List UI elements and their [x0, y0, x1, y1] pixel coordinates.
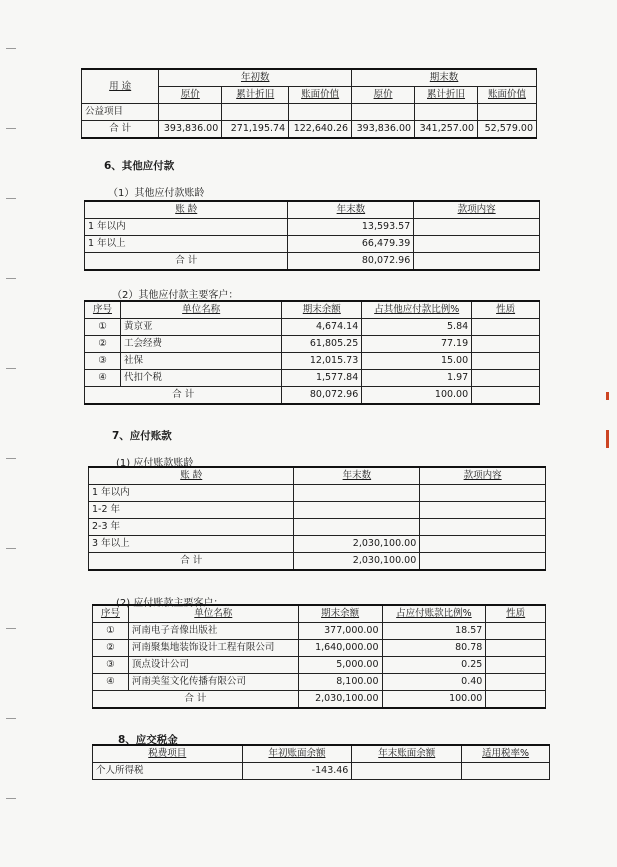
header-cell: 性质 [472, 301, 540, 319]
accounts-payable-clients-table [92, 604, 546, 709]
seq-cell: ③ [93, 657, 129, 674]
amount-cell: 13,593.57 [288, 219, 414, 236]
age-cell: 1 年以内 [89, 485, 294, 502]
amount-cell: 80,072.96 [288, 253, 414, 271]
percent-cell: 0.25 [382, 657, 486, 674]
age-cell: 合 计 [89, 553, 294, 571]
name-cell: 社保 [120, 353, 281, 370]
table-row [93, 674, 546, 691]
header-cell: 年末账面余额 [352, 745, 462, 763]
tax-item-cell: 个人所得税 [93, 763, 243, 780]
seq-cell: ① [85, 319, 121, 336]
rate-cell [462, 763, 550, 780]
nature-cell [472, 353, 540, 370]
header-cell: 序号 [85, 301, 121, 319]
cell [415, 104, 478, 121]
name-cell: 代扣个税 [120, 370, 281, 387]
cell [222, 104, 289, 121]
fixed-assets-table [81, 68, 537, 139]
table-row [85, 319, 540, 336]
header-cell: 单位名称 [120, 301, 281, 319]
taxes-payable-table [92, 744, 550, 780]
cell: 341,257.00 [415, 121, 478, 139]
red-stamp-mark [606, 430, 609, 448]
table-row [93, 623, 546, 640]
total-balance: 80,072.96 [282, 387, 362, 405]
header-col: 账面价值 [289, 87, 352, 104]
header-cell: 款项内容 [420, 467, 546, 485]
header-col: 原价 [159, 87, 222, 104]
header-cell: 账 龄 [89, 467, 294, 485]
header-cell: 年初账面余额 [242, 745, 352, 763]
content-cell [414, 253, 540, 271]
header-cell: 适用税率% [462, 745, 550, 763]
content-cell [414, 219, 540, 236]
table-row [85, 336, 540, 353]
table-row [89, 485, 546, 502]
percent-cell: 15.00 [362, 353, 472, 370]
seq-cell: ① [93, 623, 129, 640]
name-cell: 河南美玺文化传播有限公司 [128, 674, 298, 691]
content-cell [420, 502, 546, 519]
table-row [82, 104, 537, 121]
subsection-title: （2）其他应付款主要客户： [112, 290, 239, 301]
subsection-title: (2) 应付账款主要客户： [116, 598, 224, 609]
header-col: 累计折旧 [222, 87, 289, 104]
nature-cell [486, 623, 546, 640]
name-cell: 河南聚集地装饰设计工程有限公司 [128, 640, 298, 657]
seq-cell: ② [85, 336, 121, 353]
total-label: 合 计 [93, 691, 299, 709]
header-end: 期末数 [352, 69, 537, 87]
percent-cell: 0.40 [382, 674, 486, 691]
nature-cell [472, 370, 540, 387]
total-row [85, 387, 540, 405]
balance-cell: 12,015.73 [282, 353, 362, 370]
table-row [85, 353, 540, 370]
balance-cell: 61,805.25 [282, 336, 362, 353]
total-percent: 100.00 [362, 387, 472, 405]
name-cell: 河南电子音像出版社 [128, 623, 298, 640]
total-label: 合 计 [85, 387, 282, 405]
margin-tick [6, 458, 16, 459]
seq-cell: ④ [85, 370, 121, 387]
table-row [85, 370, 540, 387]
header-col: 账面价值 [478, 87, 537, 104]
seq-cell: ② [93, 640, 129, 657]
table-row [93, 763, 550, 780]
age-cell: 1-2 年 [89, 502, 294, 519]
cell [478, 104, 537, 121]
nature-cell [472, 336, 540, 353]
age-cell: 3 年以上 [89, 536, 294, 553]
begin-balance-cell: -143.46 [242, 763, 352, 780]
margin-tick [6, 128, 16, 129]
margin-tick [6, 628, 16, 629]
amount-cell: 2,030,100.00 [294, 553, 420, 571]
amount-cell [294, 502, 420, 519]
table-row [89, 519, 546, 536]
header-cell: 单位名称 [128, 605, 298, 623]
table-row [93, 657, 546, 674]
margin-tick [6, 48, 16, 49]
percent-cell: 77.19 [362, 336, 472, 353]
nature-cell [486, 691, 546, 709]
other-payables-aging-table [84, 200, 540, 271]
percent-cell: 5.84 [362, 319, 472, 336]
table-row [85, 219, 540, 236]
cell: 393,836.00 [159, 121, 222, 139]
content-cell [420, 536, 546, 553]
cell [159, 104, 222, 121]
content-cell [420, 519, 546, 536]
age-cell: 合 计 [85, 253, 288, 271]
cell: 271,195.74 [222, 121, 289, 139]
balance-cell: 1,640,000.00 [298, 640, 382, 657]
nature-cell [486, 674, 546, 691]
other-payables-clients-table [84, 300, 540, 405]
row-label: 合 计 [82, 121, 159, 139]
percent-cell: 18.57 [382, 623, 486, 640]
total-balance: 2,030,100.00 [298, 691, 382, 709]
balance-cell: 1,577.84 [282, 370, 362, 387]
nature-cell [486, 657, 546, 674]
header-cell: 年末数 [288, 201, 414, 219]
name-cell: 黄京亚 [120, 319, 281, 336]
end-balance-cell [352, 763, 462, 780]
total-percent: 100.00 [382, 691, 486, 709]
amount-cell: 2,030,100.00 [294, 536, 420, 553]
header-cell: 序号 [93, 605, 129, 623]
table-row [82, 121, 537, 139]
name-cell: 顶点设计公司 [128, 657, 298, 674]
nature-cell [486, 640, 546, 657]
subsection-title: （1）其他应付款账龄 [108, 188, 205, 199]
content-cell [420, 553, 546, 571]
amount-cell: 66,479.39 [288, 236, 414, 253]
cell: 122,640.26 [289, 121, 352, 139]
header-cell: 占应付账款比例% [382, 605, 486, 623]
header-cell: 期末余额 [282, 301, 362, 319]
balance-cell: 8,100.00 [298, 674, 382, 691]
age-cell: 1 年以内 [85, 219, 288, 236]
section-heading: 8、应交税金 [118, 734, 178, 746]
balance-cell: 4,674.14 [282, 319, 362, 336]
seq-cell: ③ [85, 353, 121, 370]
total-row [93, 691, 546, 709]
cell [289, 104, 352, 121]
header-cell: 占其他应付款比例% [362, 301, 472, 319]
header-cell: 款项内容 [414, 201, 540, 219]
age-cell: 2-3 年 [89, 519, 294, 536]
margin-tick [6, 198, 16, 199]
accounts-payable-aging-table [88, 466, 546, 571]
margin-tick [6, 548, 16, 549]
header-cell: 税费项目 [93, 745, 243, 763]
seq-cell: ④ [93, 674, 129, 691]
percent-cell: 1.97 [362, 370, 472, 387]
content-cell [420, 485, 546, 502]
header-cell: 账 龄 [85, 201, 288, 219]
header-cell: 期末余额 [298, 605, 382, 623]
table-row [85, 253, 540, 271]
percent-cell: 80.78 [382, 640, 486, 657]
table-row [89, 502, 546, 519]
amount-cell [294, 519, 420, 536]
row-label: 公益项目 [82, 104, 159, 121]
margin-tick [6, 798, 16, 799]
nature-cell [472, 319, 540, 336]
balance-cell: 5,000.00 [298, 657, 382, 674]
margin-tick [6, 278, 16, 279]
cell: 393,836.00 [352, 121, 415, 139]
margin-tick [6, 368, 16, 369]
content-cell [414, 236, 540, 253]
cell [352, 104, 415, 121]
header-usage: 用 途 [82, 69, 159, 104]
header-begin: 年初数 [159, 69, 352, 87]
section-heading: 7、应付账款 [112, 430, 172, 442]
subsection-title: (1) 应付账款账龄 [116, 458, 194, 469]
table-row [93, 640, 546, 657]
age-cell: 1 年以上 [85, 236, 288, 253]
cell: 52,579.00 [478, 121, 537, 139]
balance-cell: 377,000.00 [298, 623, 382, 640]
margin-tick [6, 718, 16, 719]
table-row [89, 553, 546, 571]
header-cell: 年末数 [294, 467, 420, 485]
name-cell: 工会经费 [120, 336, 281, 353]
header-cell: 性质 [486, 605, 546, 623]
table-row [85, 236, 540, 253]
section-heading: 6、其他应付款 [104, 160, 175, 172]
table-row [89, 536, 546, 553]
amount-cell [294, 485, 420, 502]
header-col: 累计折旧 [415, 87, 478, 104]
nature-cell [472, 387, 540, 405]
header-col: 原价 [352, 87, 415, 104]
red-stamp-mark [606, 392, 609, 400]
